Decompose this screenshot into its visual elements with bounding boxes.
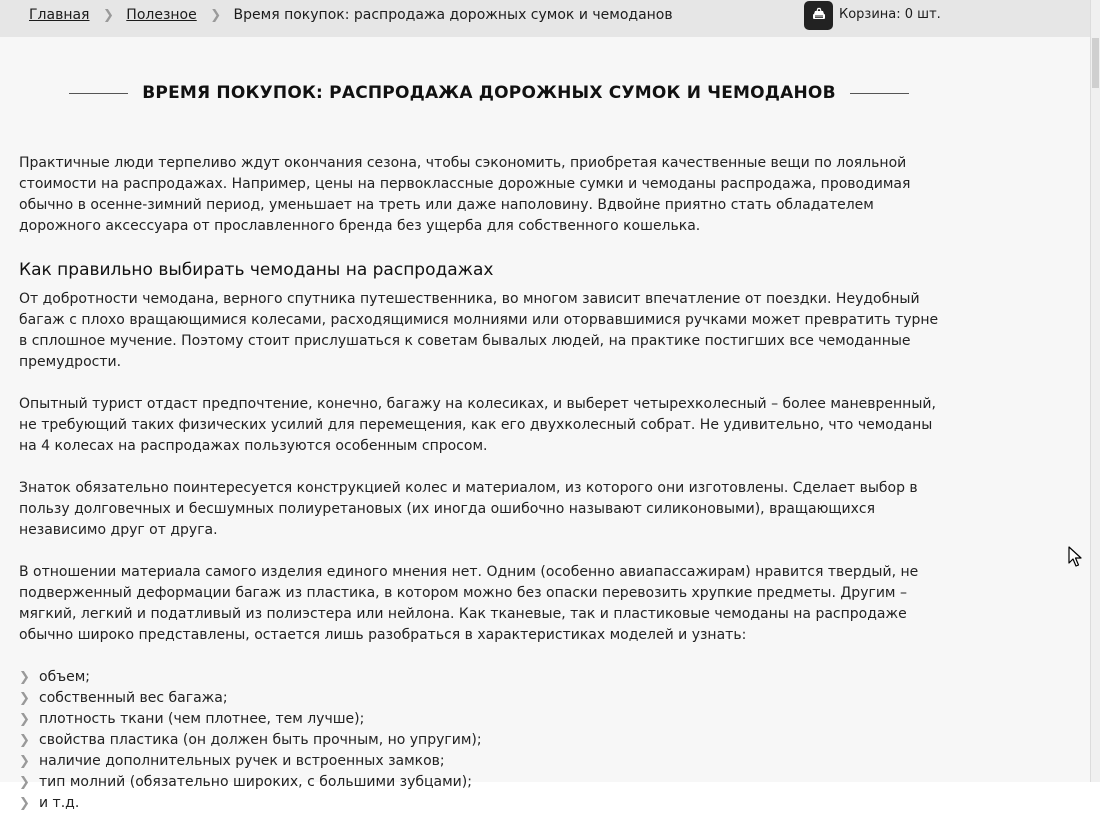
cart-icon — [811, 7, 827, 23]
list-item: ❯ и т.д. — [19, 793, 949, 814]
chevron-right-icon: ❯ — [19, 712, 30, 727]
chevron-right-icon: ❯ — [19, 691, 30, 706]
page-title: ВРЕМЯ ПОКУПОК: РАСПРОДАЖА ДОРОЖНЫХ СУМОК И ЧЕМОДАНОВ — [142, 83, 836, 103]
title-divider-right — [850, 93, 909, 94]
chevron-right-icon: ❯ — [210, 8, 222, 23]
top-bar — [0, 0, 1090, 37]
list-item: ❯ объем; — [19, 667, 949, 688]
breadcrumb-home-link[interactable]: Главная — [29, 7, 90, 23]
article-body — [19, 153, 949, 814]
list-item: ❯ собственный вес багажа; — [19, 688, 949, 709]
cart-label[interactable]: Корзина: 0 шт. — [839, 6, 941, 22]
page-title-row — [69, 82, 909, 104]
list-item: ❯ плотность ткани (чем плотнее, тем лучше); — [19, 709, 949, 730]
characteristics-list — [19, 667, 949, 814]
chevron-right-icon: ❯ — [19, 733, 30, 748]
breadcrumb-section-link[interactable]: Полезное — [126, 7, 197, 23]
section-heading: Как правильно выбирать чемоданы на распродажах — [19, 260, 494, 280]
main-content — [0, 37, 1090, 811]
list-item: ❯ наличие дополнительных ручек и встроенных замков; — [19, 751, 949, 772]
cart-widget[interactable] — [804, 0, 941, 30]
chevron-right-icon: ❯ — [19, 775, 30, 790]
scrollbar-thumb[interactable] — [1092, 38, 1099, 88]
mouse-cursor-icon — [1068, 546, 1082, 568]
chevron-right-icon: ❯ — [102, 8, 114, 23]
cart-button[interactable] — [804, 1, 833, 30]
list-item: ❯ свойства пластика (он должен быть прочным, но упругим); — [19, 730, 949, 751]
chevron-right-icon: ❯ — [19, 796, 30, 811]
list-item: ❯ тип молний (обязательно широких, с большими зубцами); — [19, 772, 949, 793]
article-paragraph: От добротности чемодана, верного спутника путешественника, во многом зависит впечатление от поездки. Неудобный багаж с плохо вращающимися колесами, расходящимися молниями или оторвавшимися ручками может превратить турне в сплошное мучение. Поэтому стоит прислушаться к советам бывалых людей, на практике постигших все чемоданные премудрости. — [19, 291, 939, 370]
vertical-scrollbar[interactable] — [1090, 0, 1100, 782]
chevron-right-icon: ❯ — [19, 754, 30, 769]
intro-paragraph: Практичные люди терпеливо ждут окончания сезона, чтобы сэкономить, приобретая качественные вещи по лояльной стоимости на распродажах. Например, цены на первоклассные дорожные сумки и чемоданы распродажа, проводимая обычно в осенне-зимний период, уменьшает на треть или даже наполовину. Вдвойне приятно стать обладателем дорожного аксессуара от прославленного бренда без ущерба для собственного кошелька. — [19, 155, 911, 234]
article-paragraph: Знаток обязательно поинтересуется конструкцией колес и материалом, из которого они изготовлены. Сделает выбор в пользу долговечных и бесшумных полиуретановых (их иногда ошибочно называют силиконовыми), вращающихся независимо друг от друга. — [19, 480, 918, 538]
breadcrumb-current: Время покупок: распродажа дорожных сумок и чемоданов — [233, 7, 673, 23]
chevron-right-icon: ❯ — [19, 670, 30, 685]
article-paragraph: Опытный турист отдаст предпочтение, конечно, багажу на колесиках, и выберет четырехколесный – более маневренный, не требующий таких физических усилий для перемещения, как его двухколесный собрат. Не удивительно, что чемоданы на 4 колесах на распродажах пользуются особенным спросом. — [19, 396, 936, 454]
breadcrumb — [29, 6, 673, 25]
article-paragraph: В отношении материала самого изделия единого мнения нет. Одним (особенно авиапассажирам) нравится твердый, не подверженный деформации багаж из пластика, в котором можно без опаски перевозить хрупкие предметы. Другим – мягкий, легкий и податливый из полиэстера или нейлона. Как тканевые, так и пластиковые чемоданы на распродаже обычно широко представлены, остается лишь разобраться в характеристиках моделей и узнать: — [19, 564, 919, 643]
title-divider-left — [69, 93, 128, 94]
